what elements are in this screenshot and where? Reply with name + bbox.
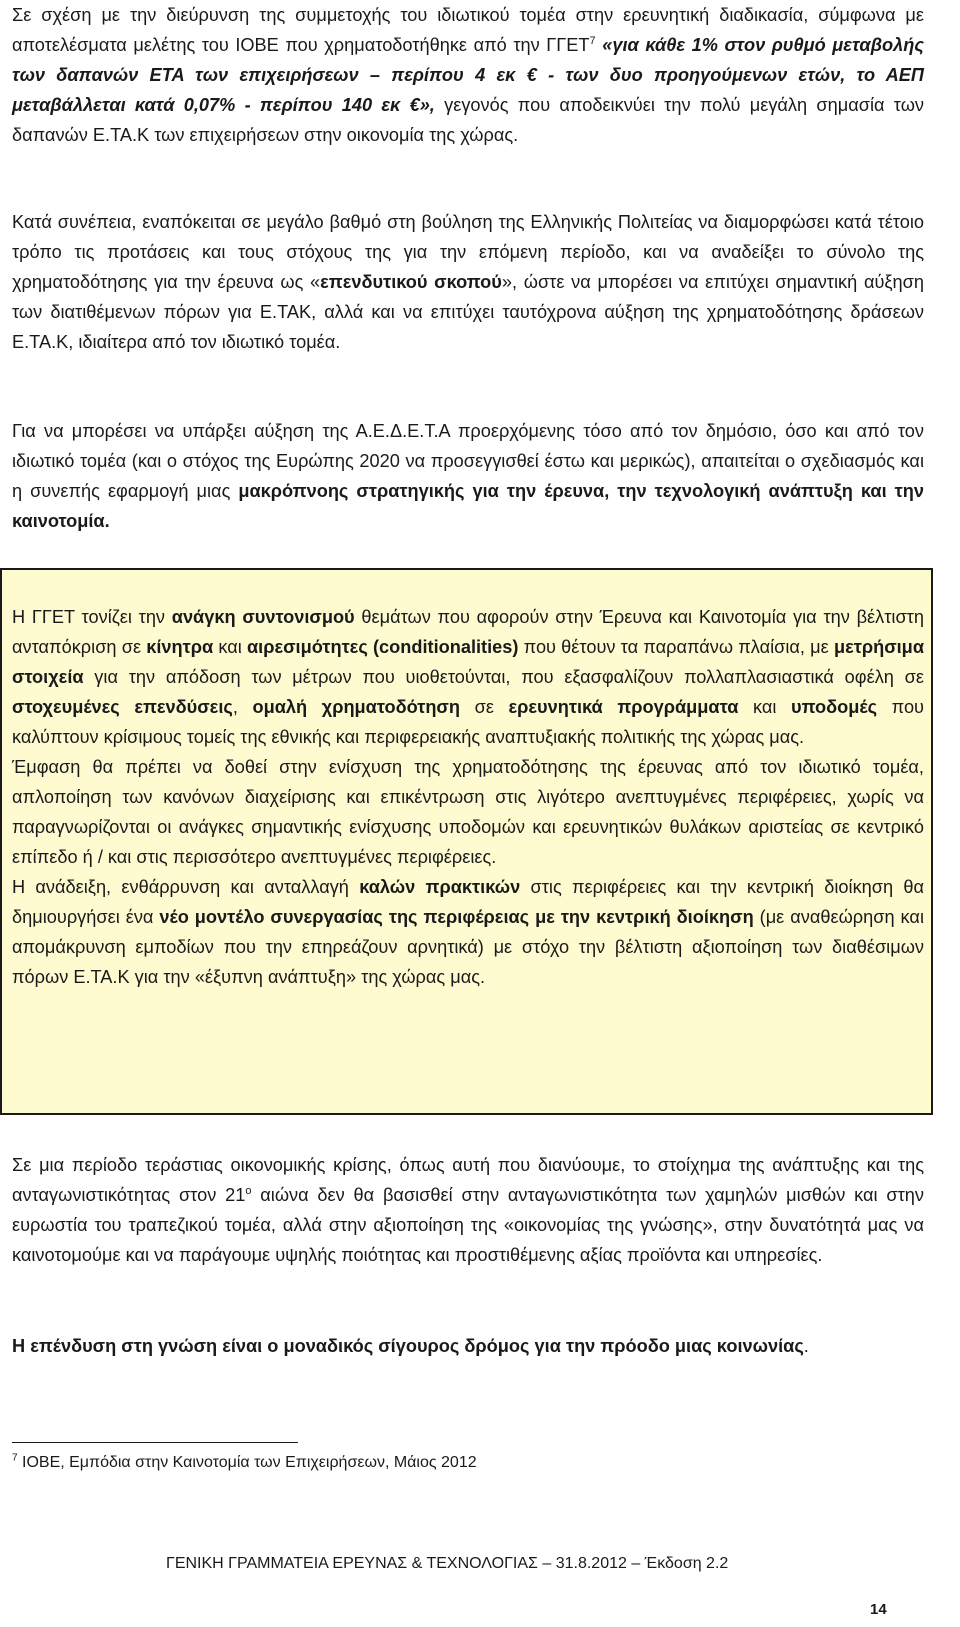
ordinal-superscript: ο bbox=[245, 1184, 252, 1197]
text-span: και bbox=[738, 697, 792, 717]
text-span: , bbox=[232, 697, 253, 717]
text-span: σε bbox=[460, 697, 509, 717]
footnote-separator bbox=[12, 1442, 298, 1443]
bold-text: κίνητρα bbox=[146, 637, 214, 657]
box-paragraph-emphasis: Έμφαση θα πρέπει να δοθεί στην ενίσχυση της χρηματοδότησης της έρευνας από τον ιδιωτικό τομέα, απλοποίηση των κανόνων διαχείρισης και επικέντρωση στις λιγότερο ανεπτυγμένες περιφέρειες, χωρίς να παραγνωρίζονται οι ανάγκες σημαντικής ενίσχυσης υποδομών και ερευνητικών θυλάκων αριστείας σε κεντρικό επίπεδο ή / και στις περισσότερο ανεπτυγμένες περιφέρειες. bbox=[12, 757, 924, 867]
footnote-ref[interactable]: 7 bbox=[589, 34, 596, 47]
text-span: Η ανάδειξη, ενθάρρυνση και ανταλλαγή bbox=[12, 877, 360, 897]
quote-emphasis: «για κάθε 1% στον ρυθμό μεταβολής των δαπανών ΕΤΑ των επιχειρήσεων – περίπου 4 εκ € - των δυο προηγούμενων ετών, το ΑΕΠ μεταβάλλεται κατά 0,07% - περίπου 140 εκ €», bbox=[12, 35, 924, 115]
page-footer: ΓΕΝΙΚΗ ΓΡΑΜΜΑΤΕΙΑ ΕΡΕΥΝΑΣ & ΤΕΧΝΟΛΟΓΙΑΣ – 31.8.2012 – Έκδοση 2.2 bbox=[166, 1555, 729, 1572]
highlight-box bbox=[0, 568, 933, 1115]
text-span: », ώστε να μπορέσει να επιτύχει σημαντική αύξηση των διατιθέμενων πόρων για Ε.ΤΑΚ, αλλά και να επιτύχει ταυτόχρονα αύξηση της χρηματοδότησης δράσεων Ε.ΤΑ.Κ, ιδιαίτερα από τον ιδιωτικό τομέα. bbox=[12, 272, 924, 352]
text-span: (με αναθεώρηση και απομάκρυνση εμποδίων που την επηρεάζουν αρνητικά) με στόχο την βέλτιστη αξιοποίηση των διαθέσιμων πόρων Ε.ΤΑ.Κ για την «έξυπνη ανάπτυξη» της χώρας μας. bbox=[12, 907, 924, 987]
text-span: και bbox=[213, 637, 247, 657]
bold-text: υποδομές bbox=[791, 697, 878, 717]
box-paragraph-practices bbox=[12, 872, 924, 992]
bold-text: μετρήσιμα στοιχεία bbox=[12, 637, 924, 687]
box-paragraph-coordination bbox=[12, 602, 924, 752]
bold-text: νέο μοντέλο συνεργασίας της περιφέρειας με την κεντρική διοίκηση bbox=[159, 907, 754, 927]
page-number: 14 bbox=[870, 1601, 887, 1618]
footnote-text: ΙΟΒΕ, Εμπόδια στην Καινοτομία των Επιχειρήσεων, Μάιος 2012 bbox=[17, 1454, 477, 1471]
text-span: για την απόδοση των μέτρων που υιοθετούνται, που εξασφαλίζουν πολλαπλασιαστικά οφέλη σε bbox=[83, 667, 924, 687]
text-span: στις περιφέρειες και την κεντρική διοίκηση θα δημιουργήσει ένα bbox=[12, 877, 925, 927]
bold-text: αιρεσιμότητες (conditionalities) bbox=[247, 637, 519, 657]
text-span: . bbox=[803, 1336, 809, 1356]
text-span: Κατά συνέπεια, εναπόκειται σε μεγάλο βαθμό στη βούληση της Ελληνικής Πολιτείας να διαμορφώσει κατά τέτοιο τρόπο τις προτάσεις και τους στόχους της για την επόμενη περίοδο, και να αναδείξει το σύνολο της χρηματοδότησης για την έρευνα ως « bbox=[12, 212, 924, 292]
text-span: Σε μια περίοδο τεράστιας οικονομικής κρίσης, όπως αυτή που διανύουμε, το στοίχημα της ανάπτυξης και της ανταγωνιστικότητας στον 21 bbox=[12, 1155, 924, 1205]
bold-text: ανάγκη συντονισμού bbox=[171, 607, 355, 627]
paragraph-crisis bbox=[12, 1150, 924, 1270]
bold-text: μακρόπνοης στρατηγικής για την έρευνα, την τεχνολογική ανάπτυξη και την καινοτομία. bbox=[12, 481, 924, 531]
text-span: Για να μπορέσει να υπάρξει αύξηση της Α.Ε.Δ.Ε.Τ.Α προερχόμενης τόσο από τον δημόσιο, όσο και από τον ιδιωτικό τομέα (και ο στόχος της Ευρώπης 2020 να προσεγγισθεί έστω και μερικώς), απαιτείται ο σχεδιασμός και η συνεπής εφαρμογή μιας bbox=[12, 421, 924, 501]
bold-text: καλών πρακτικών bbox=[359, 877, 521, 897]
bold-text: Η επένδυση στη γνώση είναι ο μοναδικός σίγουρος δρόμος για την πρόοδο μιας κοινωνίας bbox=[12, 1336, 804, 1356]
text-span: Σε σχέση με την διεύρυνση της συμμετοχής του ιδιωτικού τομέα στην ερευνητική διαδικασία, σύμφωνα με αποτελέσματα μελέτης του ΙΟΒΕ που χρηματοδοτήθηκε από την ΓΓΕΤ bbox=[12, 5, 924, 55]
bold-text: στοχευμένες επενδύσεις bbox=[12, 697, 233, 717]
footnote-number: 7 bbox=[12, 1452, 18, 1464]
paragraph-conclusion bbox=[12, 1331, 924, 1361]
footnote bbox=[12, 1452, 477, 1474]
bold-text: ομαλή χρηματοδότηση bbox=[252, 697, 460, 717]
text-span: Η ΓΓΕΤ τονίζει την bbox=[12, 607, 172, 627]
paragraph-consequence bbox=[12, 207, 924, 357]
paragraph-private-sector bbox=[12, 0, 924, 150]
text-span: θεμάτων που αφορούν στην Έρευνα και Καινοτομία για την βέλτιστη ανταπόκριση σε bbox=[12, 607, 924, 657]
highlight-box-content bbox=[12, 602, 924, 992]
bold-text: ερευνητικά προγράμματα bbox=[508, 697, 739, 717]
text-span: που θέτουν τα παραπάνω πλαίσια, με bbox=[518, 637, 834, 657]
text-span: γεγονός που αποδεικνύει την πολύ μεγάλη σημασία των δαπανών Ε.ΤΑ.Κ των επιχειρήσεων στην οικονομία της χώρας. bbox=[12, 95, 924, 145]
bold-text: επενδυτικού σκοπού bbox=[320, 272, 502, 292]
text-span: αιώνα δεν θα βασισθεί στην ανταγωνιστικότητα των χαμηλών μισθών και στην ευρωστία του τραπεζικού τομέα, αλλά στην αξιοποίηση της «οικονομίας της γνώσης», στην δυνατότητά μας να καινοτομούμε και να παράγουμε υψηλής ποιότητας και προστιθέμενης αξίας προϊόντα και υπηρεσίες. bbox=[12, 1185, 924, 1265]
paragraph-strategy bbox=[12, 416, 924, 536]
text-span: που καλύπτουν κρίσιμους τομείς της εθνικής και περιφερειακής αναπτυξιακής πολιτικής της χώρας μας. bbox=[12, 697, 925, 747]
